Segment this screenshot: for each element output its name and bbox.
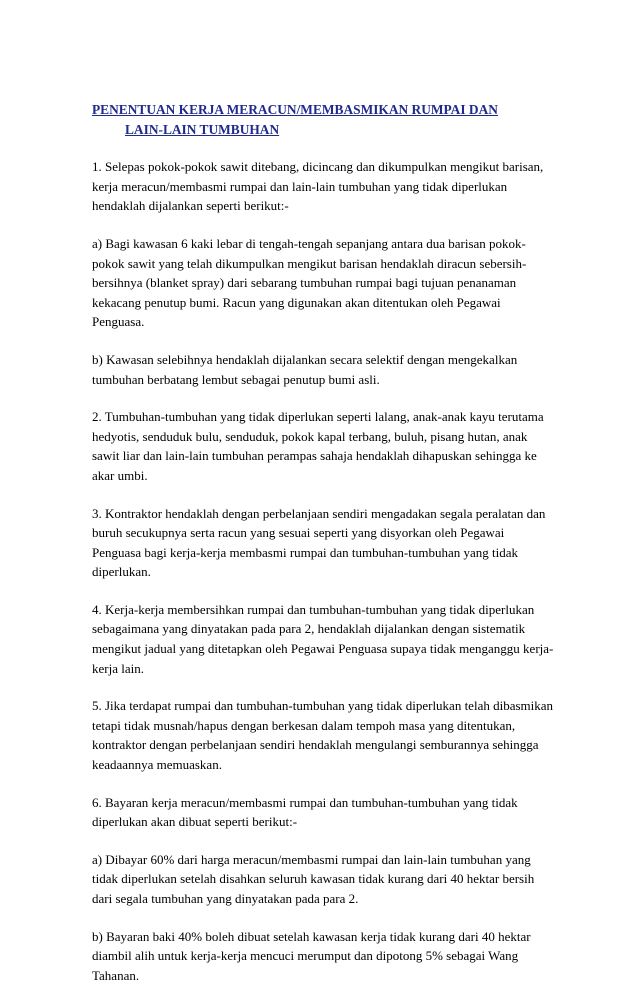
paragraph-5: 5. Jika terdapat rumpai dan tumbuhan-tumbuhan yang tidak diperlukan telah dibasmikan tetapi tidak musnah/hapus dengan berkesan dalam tempoh masa yang ditentukan, kontraktor dengan perbelanjaan sendiri hendaklah mengulangi semburannya sehingga keadaannya memuaskan.	[92, 698, 554, 773]
paragraph-1: 1. Selepas pokok-pokok sawit ditebang, dicincang dan dikumpulkan mengikut barisan, kerja meracun/membasmi rumpai dan lain-lain tumbuhan yang tidak diperlukan hendaklah dijalankan seperti berikut:-	[92, 159, 544, 214]
paragraph-6b: b) Bayaran baki 40% boleh dibuat setelah kawasan kerja tidak kurang dari 40 hektar diambil alih untuk kerja-kerja mencuci merumput dan dipotong 5% sebagai Wang Tahanan.	[92, 928, 531, 983]
document-body	[92, 100, 554, 985]
document-title	[92, 100, 554, 139]
paragraph-6: 6. Bayaran kerja meracun/membasmi rumpai dan tumbuhan-tumbuhan yang tidak diperlukan akan dibuat seperti berikut:-	[92, 794, 518, 830]
paragraph-1b: b) Kawasan selebihnya hendaklah dijalankan secara selektif dengan mengekalkan tumbuhan berbatang lembut sebagai penutup bumi asli.	[92, 351, 518, 387]
title-line-1: PENENTUAN KERJA MERACUN/MEMBASMIKAN RUMPAI DAN	[92, 102, 498, 117]
paragraph-4: 4. Kerja-kerja membersihkan rumpai dan tumbuhan-tumbuhan yang tidak diperlukan sebagaimana yang dinyatakan pada para 2, hendaklah dijalankan dengan sistematik mengikut jadual yang ditetapkan oleh Pegawai Penguasa supaya tidak menganggu kerja-kerja lain.	[92, 601, 554, 676]
paragraph-1a: a) Bagi kawasan 6 kaki lebar di tengah-tengah sepanjang antara dua barisan pokok-pokok sawit yang telah dikumpulkan mengikut barisan hendaklah diracun sebersih-bersihnya (blanket spray) dari sebarang tumbuhan rumpai bagi tujuan penanaman kekacang penutup bumi. Racun yang digunakan akan ditentukan oleh Pegawai Penguasa.	[92, 235, 527, 330]
title-line-2: LAIN-LAIN TUMBUHAN	[125, 121, 280, 137]
paragraph-3: 3. Kontraktor hendaklah dengan perbelanjaan sendiri mengadakan segala peralatan dan buruh secukupnya serta racun yang sesuai seperti yang disyorkan oleh Pegawai Penguasa bagi kerja-kerja membasmi rumpai dan tumbuhan-tumbuhan yang tidak diperlukan.	[92, 505, 546, 580]
paragraph-2: 2. Tumbuhan-tumbuhan yang tidak diperlukan seperti lalang, anak-anak kayu terutama hedyotis, senduduk bulu, senduduk, pokok kapal terbang, buluh, pisang hutan, anak sawit liar dan lain-lain tumbuhan perampas sahaja hendaklah dihapuskan sehingga ke akar umbi.	[92, 409, 544, 483]
paragraph-6a: a) Dibayar 60% dari harga meracun/membasmi rumpai dan lain-lain tumbuhan yang tidak diperlukan setelah disahkan seluruh kawasan tidak kurang dari 40 hektar bersih dari segala tumbuhan yang dinyatakan pada para 2.	[92, 851, 535, 906]
